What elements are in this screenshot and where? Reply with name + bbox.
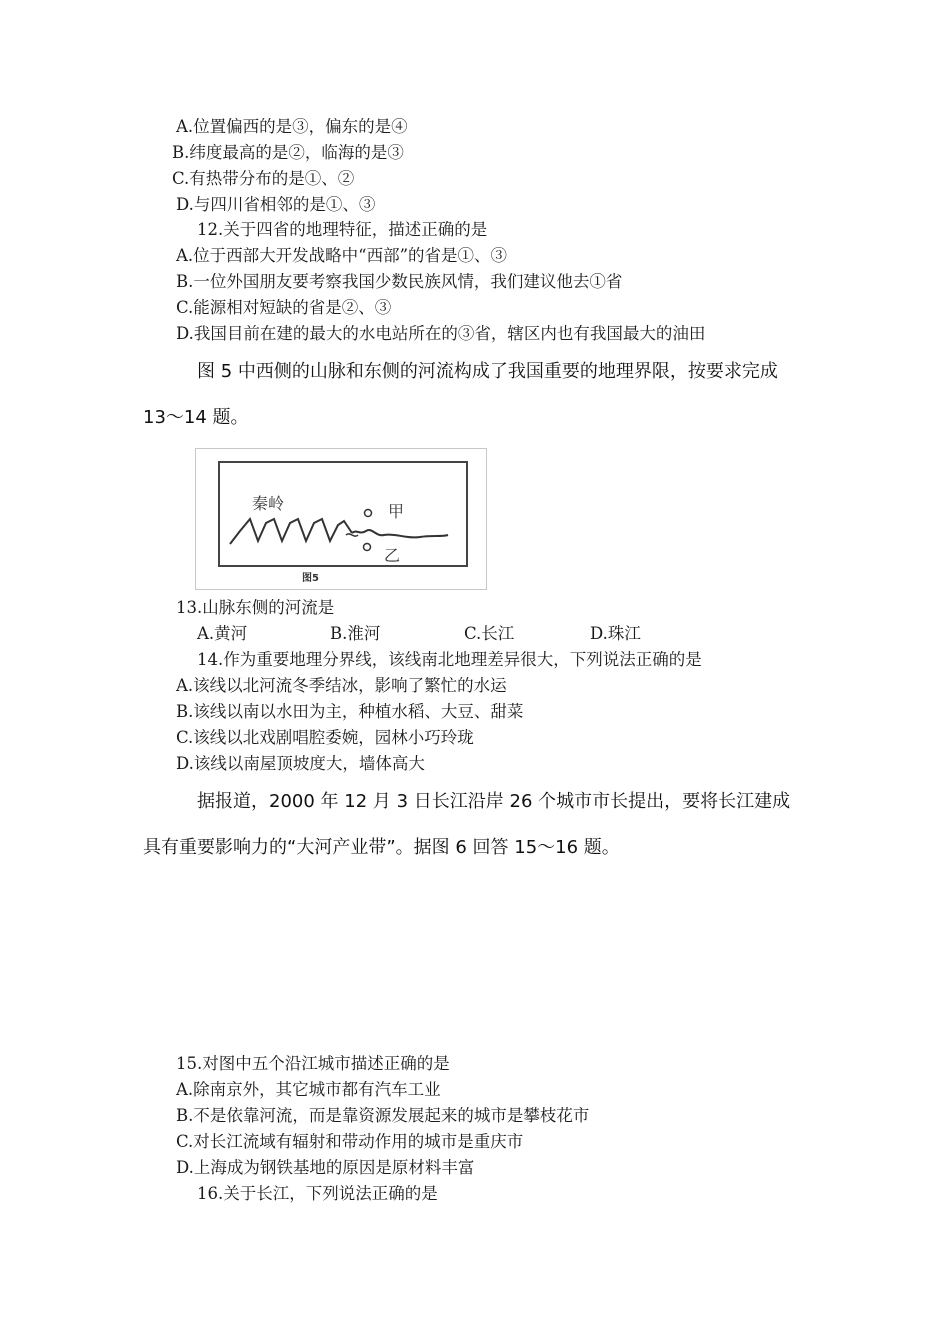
qinling-label: 秦岭 bbox=[252, 494, 285, 513]
q11-option-c: C.有热带分布的是①、② bbox=[172, 169, 355, 188]
intro-15-16-line2: 具有重要影响力的“大河产业带”。据图 6 回答 15～16 题。 bbox=[143, 837, 620, 858]
jia-label: 甲 bbox=[388, 502, 405, 521]
q13-option-a: A.黄河 bbox=[197, 624, 248, 643]
point-yi bbox=[364, 544, 371, 551]
q12-stem: 12.关于四省的地理特征，描述正确的是 bbox=[197, 220, 488, 239]
river-wave bbox=[346, 534, 358, 536]
mountain-range-line bbox=[230, 519, 352, 544]
q11-option-a: A.位置偏西的是③，偏东的是④ bbox=[176, 117, 408, 136]
q13-option-d: D.珠江 bbox=[590, 624, 641, 643]
q15-stem: 15.对图中五个沿江城市描述正确的是 bbox=[176, 1054, 450, 1073]
q14-option-c: C.该线以北戏剧唱腔委婉，园林小巧玲珑 bbox=[176, 728, 474, 747]
q13-option-b: B.淮河 bbox=[330, 624, 381, 643]
point-jia bbox=[365, 510, 372, 517]
q13-option-c: C.长江 bbox=[464, 624, 515, 643]
q12-option-c: C.能源相对短缺的省是②、③ bbox=[176, 298, 392, 317]
yi-label: 乙 bbox=[384, 546, 401, 565]
q12-option-d: D.我国目前在建的最大的水电站所在的③省，辖区内也有我国最大的油田 bbox=[176, 324, 706, 343]
figure-5 bbox=[195, 448, 487, 590]
q11-option-d: D.与四川省相邻的是①、③ bbox=[176, 195, 376, 214]
q15-option-a: A.除南京外，其它城市都有汽车工业 bbox=[176, 1080, 441, 1099]
q14-option-a: A.该线以北河流冬季结冰，影响了繁忙的水运 bbox=[176, 676, 507, 695]
q16-stem: 16.关于长江，下列说法正确的是 bbox=[197, 1184, 438, 1203]
q14-option-d: D.该线以南屋顶坡度大，墙体高大 bbox=[176, 754, 425, 773]
q12-option-b: B.一位外国朋友要考察我国少数民族风情，我们建议他去①省 bbox=[176, 272, 623, 291]
intro-15-16-line1: 据报道，2000 年 12 月 3 日长江沿岸 26 个城市市长提出，要将长江建成 bbox=[197, 791, 791, 812]
qinling-map-drawing bbox=[196, 449, 488, 591]
q11-option-b: B.纬度最高的是②，临海的是③ bbox=[172, 143, 404, 162]
q14-stem: 14.作为重要地理分界线，该线南北地理差异很大，下列说法正确的是 bbox=[197, 650, 702, 669]
q14-option-b: B.该线以南以水田为主，种植水稻、大豆、甜菜 bbox=[176, 702, 524, 721]
intro-13-14-line2: 13～14 题。 bbox=[143, 407, 249, 428]
q12-option-a: A.位于西部大开发战略中“西部”的省是①、③ bbox=[176, 246, 508, 265]
river-line bbox=[352, 530, 448, 537]
intro-13-14-line1: 图 5 中西侧的山脉和东侧的河流构成了我国重要的地理界限，按要求完成 bbox=[197, 361, 778, 382]
q15-option-b: B.不是依靠河流，而是靠资源发展起来的城市是攀枝花市 bbox=[176, 1106, 590, 1125]
q15-option-c: C.对长江流域有辐射和带动作用的城市是重庆市 bbox=[176, 1132, 524, 1151]
q13-stem: 13.山脉东侧的河流是 bbox=[176, 598, 335, 617]
figure-5-caption: 图5 bbox=[302, 573, 319, 584]
q15-option-d: D.上海成为钢铁基地的原因是原材料丰富 bbox=[176, 1158, 475, 1177]
